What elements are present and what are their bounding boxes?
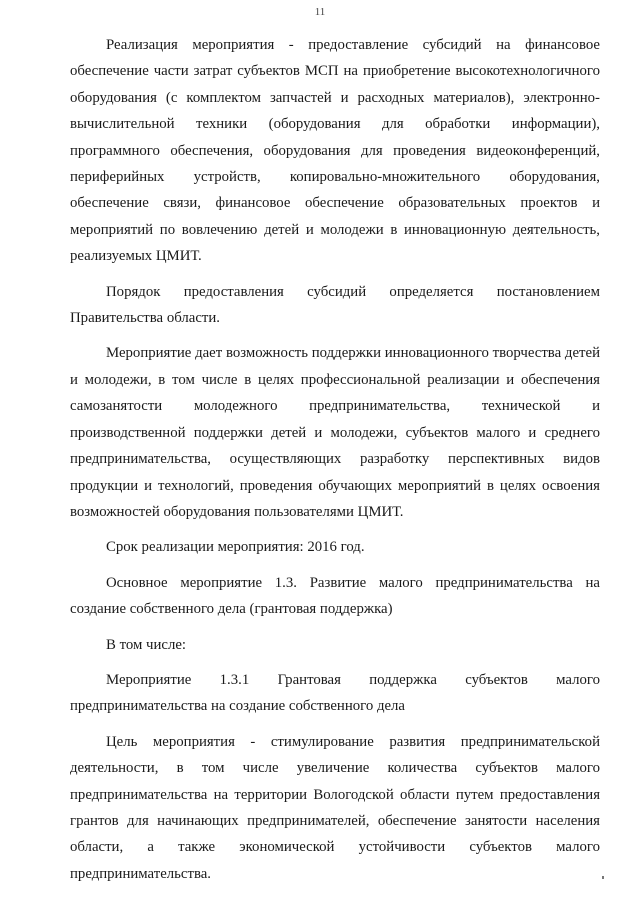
scan-speck [602, 876, 604, 879]
paragraph-implementation-period: Срок реализации мероприятия: 2016 год. [106, 539, 365, 556]
paragraph-including: В том числе: [106, 636, 187, 653]
paragraph-subsidy-procedure: Порядок предоставления субсидий определяется постановлением Правительства области. [70, 283, 600, 327]
page-number: 11 [314, 6, 326, 18]
paragraph-measure-goal: Цель мероприятия - стимулирование развития предпринимательской деятельности, в том числе увеличение количества субъектов малого предпринимательства на территории Вологодской области путем предоставления грантов для начинающих предпринимателей, обеспечение занятости населения области, а также экономической устойчивости субъектов малого предпринимательства. [70, 733, 600, 882]
paragraph-measure-opportunities: Мероприятие дает возможность поддержки инновационного творчества детей и молодежи, в том числе в целях профессиональной реализации и обеспечения самозанятости молодежного предпринимательства, технической и производственной поддержки детей и молодежи, субъектов малого и среднего предпринимательства, осуществляющих разработку перспективных видов продукции и технологий, проведения обучающих мероприятий в целях освоения возможностей оборудования пользователями ЦМИТ. [70, 345, 600, 520]
paragraph-measure-1-3-1: Мероприятие 1.3.1 Грантовая поддержка субъектов малого предпринимательства на создание собственного дела [70, 671, 600, 715]
paragraph-subsidy-description: Реализация мероприятия - предоставление субсидий на финансовое обеспечение части затрат субъектов МСП на приобретение высокотехнологичного оборудования (с комплектом запчастей и расходных материалов), электронно-вычислительной техники (оборудования для обработки информации), программного обеспечения, оборудования для проведения видеоконференций, периферийных устройств, копировально-множительного оборудования, обеспечение связи, финансовое обеспечение образовательных проектов и мероприятий по вовлечению детей и молодежи в инновационную деятельность, реализуемых ЦМИТ. [70, 37, 600, 265]
document-body [70, 32, 600, 887]
paragraph-main-measure-1-3: Основное мероприятие 1.3. Развитие малого предпринимательства на создание собственного дела (грантовая поддержка) [70, 574, 600, 618]
